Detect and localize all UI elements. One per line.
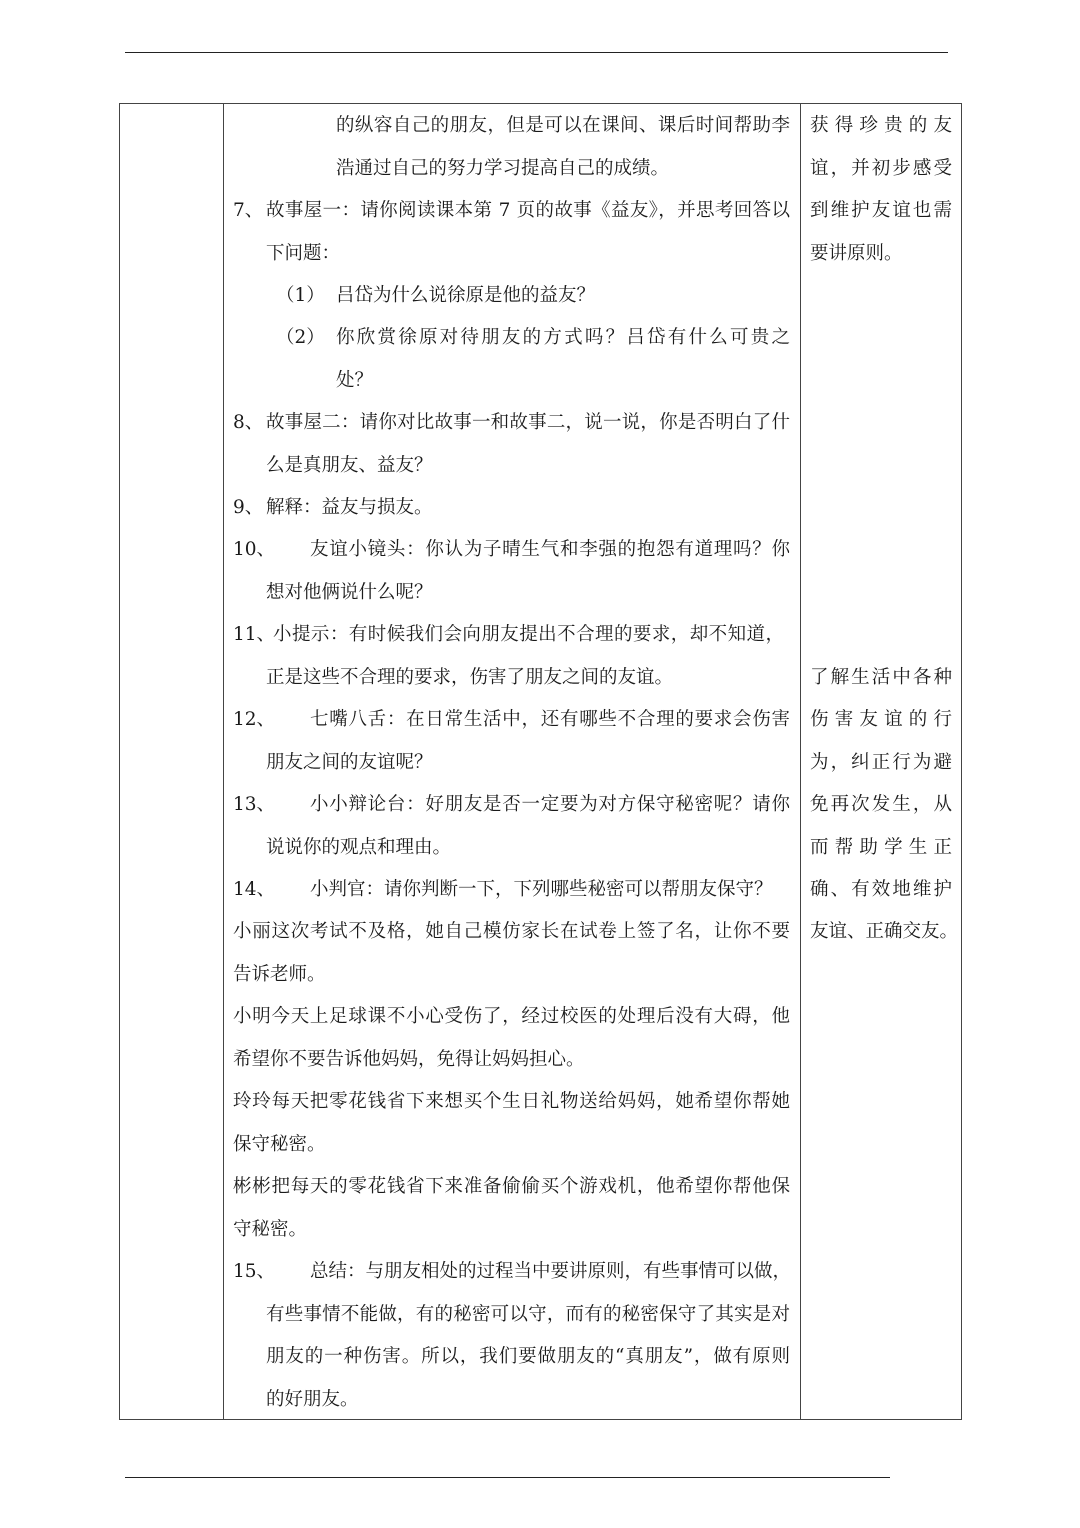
item-number: 8、 [233, 412, 264, 433]
footer-rule [125, 1477, 890, 1478]
intent-line: 要讲原则。 [810, 243, 903, 264]
case-line: 保守秘密。 [233, 1134, 326, 1155]
text-line: 吕岱为什么说徐原是他的益友？ [336, 285, 596, 306]
text-line: 的纵容自己的朋友，但是可以在课间、课后时间帮助李 [336, 115, 790, 136]
text-line: 下问题： [266, 243, 341, 264]
header-rule [125, 52, 948, 53]
case-line: 希望你不要告诉他妈妈，免得让妈妈担心。 [233, 1049, 585, 1070]
intent-line: 伤害友谊的行 [810, 709, 952, 730]
item-number: 7、 [233, 200, 264, 221]
text-line: 朋友之间的友谊呢？ [266, 752, 433, 773]
text-line: 浩通过自己的努力学习提高自己的成绩。 [336, 158, 670, 179]
text-line: 你欣赏徐原对待朋友的方式吗？吕岱有什么可贵之 [336, 327, 790, 348]
intent-line: 获得珍贵的友 [810, 115, 952, 136]
text-line: 小小辩论台：好朋友是否一定要为对方保守秘密呢？请你 [310, 794, 790, 815]
column-divider-right [800, 104, 801, 1419]
item-number: 11、 [233, 624, 276, 645]
intent-line: 免再次发生，从 [810, 794, 952, 815]
case-line: 守秘密。 [233, 1219, 308, 1240]
item-number: （2） [276, 327, 325, 348]
case-line: 告诉老师。 [233, 964, 326, 985]
item-number: 12、 [233, 709, 276, 730]
case-line: 玲玲每天把零花钱省下来想买个生日礼物送给妈妈，她希望你帮她 [233, 1091, 790, 1112]
text-line: 么是真朋友、益友？ [266, 455, 433, 476]
text-line: 七嘴八舌：在日常生活中，还有哪些不合理的要求会伤害 [310, 709, 790, 730]
text-line: 小判官：请你判断一下，下列哪些秘密可以帮朋友保守？ [310, 879, 773, 900]
item-number: 13、 [233, 794, 276, 815]
text-line: 解释：益友与损友。 [266, 497, 433, 518]
intent-line: 而帮助学生正 [810, 837, 952, 858]
text-line: 处？ [336, 370, 374, 391]
intent-line: 谊，并初步感受 [810, 158, 952, 179]
case-line: 小明今天上足球课不小心受伤了，经过校医的处理后没有大碍，他 [233, 1006, 790, 1027]
text-line: 正是这些不合理的要求，伤害了朋友之间的友谊。 [266, 667, 674, 688]
text-line: 故事屋二：请你对比故事一和故事二，说一说，你是否明白了什 [266, 412, 790, 433]
case-line: 彬彬把每天的零花钱省下来准备偷偷买个游戏机，他希望你帮他保 [233, 1176, 790, 1197]
text-line: 总结：与朋友相处的过程当中要讲原则，有些事情可以做， [310, 1261, 792, 1282]
case-line: 小丽这次考试不及格，她自己模仿家长在试卷上签了名，让你不要 [233, 921, 790, 942]
intent-line: 为，纠正行为避 [810, 752, 952, 773]
text-line: 的好朋友。 [266, 1389, 359, 1410]
text-line: 故事屋一：请你阅读课本第 7 页的故事《益友》，并思考回答以 [266, 200, 790, 221]
text-line: 有些事情不能做，有的秘密可以守，而有的秘密保守了其实是对 [266, 1304, 790, 1325]
text-line: 小提示：有时候我们会向朋友提出不合理的要求，却不知道， [273, 624, 784, 645]
column-divider-left [223, 104, 224, 1419]
item-number: 10、 [233, 539, 276, 560]
text-line: 友谊小镜头：你认为子晴生气和李强的抱怨有道理吗？你 [310, 539, 790, 560]
intent-line: 了解生活中各种 [810, 667, 952, 688]
text-line: 朋友的一种伤害。所以，我们要做朋友的“真朋友”，做有原则 [266, 1346, 790, 1367]
intent-line: 确、有效地维护 [810, 879, 952, 900]
intent-line: 友谊、正确交友。 [810, 921, 959, 942]
item-number: 9、 [233, 497, 264, 518]
item-number: 14、 [233, 879, 276, 900]
item-number: 15、 [233, 1261, 276, 1282]
item-number: （1） [276, 285, 325, 306]
text-line: 说说你的观点和理由。 [266, 837, 452, 858]
text-line: 想对他俩说什么呢？ [266, 582, 433, 603]
intent-line: 到维护友谊也需 [810, 200, 952, 221]
